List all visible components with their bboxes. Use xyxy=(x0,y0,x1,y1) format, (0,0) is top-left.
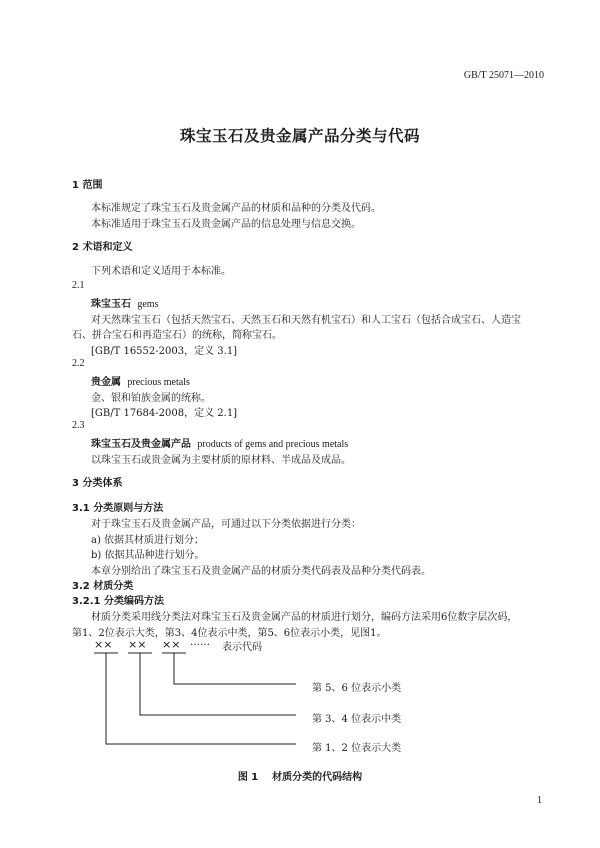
code-label: 表示代码 xyxy=(222,642,262,653)
label-medium-class: 第 3、4 位表示中类 xyxy=(312,714,402,725)
term-2-1-number: 2.1 xyxy=(72,280,85,291)
section-1-paragraph-1: 本标准规定了珠宝玉石及贵金属产品的材质和品种的分类及代码。 xyxy=(91,203,381,214)
connector-small-class xyxy=(174,653,296,684)
term-2-2-number: 2.2 xyxy=(72,358,85,369)
label-large-class: 第 1、2 位表示大类 xyxy=(312,743,402,754)
section-2-intro: 下列术语和定义适用于本标准。 xyxy=(91,266,231,277)
section-3-1-paragraph-1: 对于珠宝玉石及贵金属产品，可通过以下分类依据进行分类： xyxy=(91,519,361,530)
term-2-1-en: gems xyxy=(137,299,159,310)
section-3-1-heading: 3.1 分类原则与方法 xyxy=(72,503,164,514)
term-2-2-zh: 贵金属 xyxy=(91,377,121,388)
section-3-2-1-heading: 3.2.1 分类编码方法 xyxy=(72,596,164,607)
term-2-1-definition-line-1: 对天然珠宝玉石（包括天然宝石、天然玉石和天然有机宝石）和人工宝石（包括合成宝石、人造宝 xyxy=(91,315,521,326)
label-small-class: 第 5、6 位表示小类 xyxy=(312,683,402,694)
figure-caption: 图 1 材质分类的代码结构 xyxy=(237,772,363,783)
section-3-2-heading: 3.2 材质分类 xyxy=(72,581,134,592)
section-3-2-1-paragraph-line-1: 材质分类采用线分类法对珠宝玉石及贵金属产品的材质进行划分，编码方法采用6位数字层次码， xyxy=(91,612,518,623)
document-title: 珠宝玉石及贵金属产品分类与代码 xyxy=(179,127,420,145)
connector-large-class xyxy=(106,653,296,744)
section-3-1-item-b: b) 依据其品种进行划分。 xyxy=(91,550,205,561)
term-2-1-reference: [GB/T 16552-2003，定义 3.1] xyxy=(91,346,238,357)
term-2-2-definition: 金、银和铂族金属的统称。 xyxy=(91,393,211,404)
section-2-heading: 2 术语和定义 xyxy=(72,242,133,253)
section-1-heading: 1 范围 xyxy=(72,180,103,191)
section-1-paragraph-2: 本标准适用于珠宝玉石及贵金属产品的信息处理与信息交换。 xyxy=(91,219,361,230)
code-ellipsis: …… xyxy=(190,637,210,648)
term-2-1-definition-line-2: 石、拼合宝石和再造宝石）的统称，简称宝石。 xyxy=(72,330,282,341)
code-group-2: ×× xyxy=(128,638,147,651)
term-2-3-number: 2.3 xyxy=(72,420,85,431)
term-2-2-en: precious metals xyxy=(127,377,190,388)
page-number: 1 xyxy=(537,795,542,806)
term-2-1-zh: 珠宝玉石 xyxy=(91,299,131,310)
term-2-3-en: products of gems and precious metals xyxy=(197,439,349,450)
term-2-3-zh: 珠宝玉石及贵金属产品 xyxy=(91,439,191,450)
section-3-1-item-a: a) 依据其材质进行划分； xyxy=(91,535,205,546)
term-2-2-reference: [GB/T 17684-2008，定义 2.1] xyxy=(91,408,238,419)
code-group-3: ×× xyxy=(162,638,181,651)
term-2-3-definition: 以珠宝玉石或贵金属为主要材质的原材料、半成品及成品。 xyxy=(91,455,351,466)
code-group-1: ×× xyxy=(94,638,113,651)
section-3-2-1-paragraph-line-2: 第1、2位表示大类，第3、4位表示中类，第5、6位表示小类，见图1。 xyxy=(72,628,387,639)
section-3-1-paragraph-2: 本章分别给出了珠宝玉石及贵金属产品的材质分类代码表及品种分类代码表。 xyxy=(91,566,431,577)
section-3-heading: 3 分类体系 xyxy=(72,478,123,489)
standard-number: GB/T 25071—2010 xyxy=(463,70,544,81)
